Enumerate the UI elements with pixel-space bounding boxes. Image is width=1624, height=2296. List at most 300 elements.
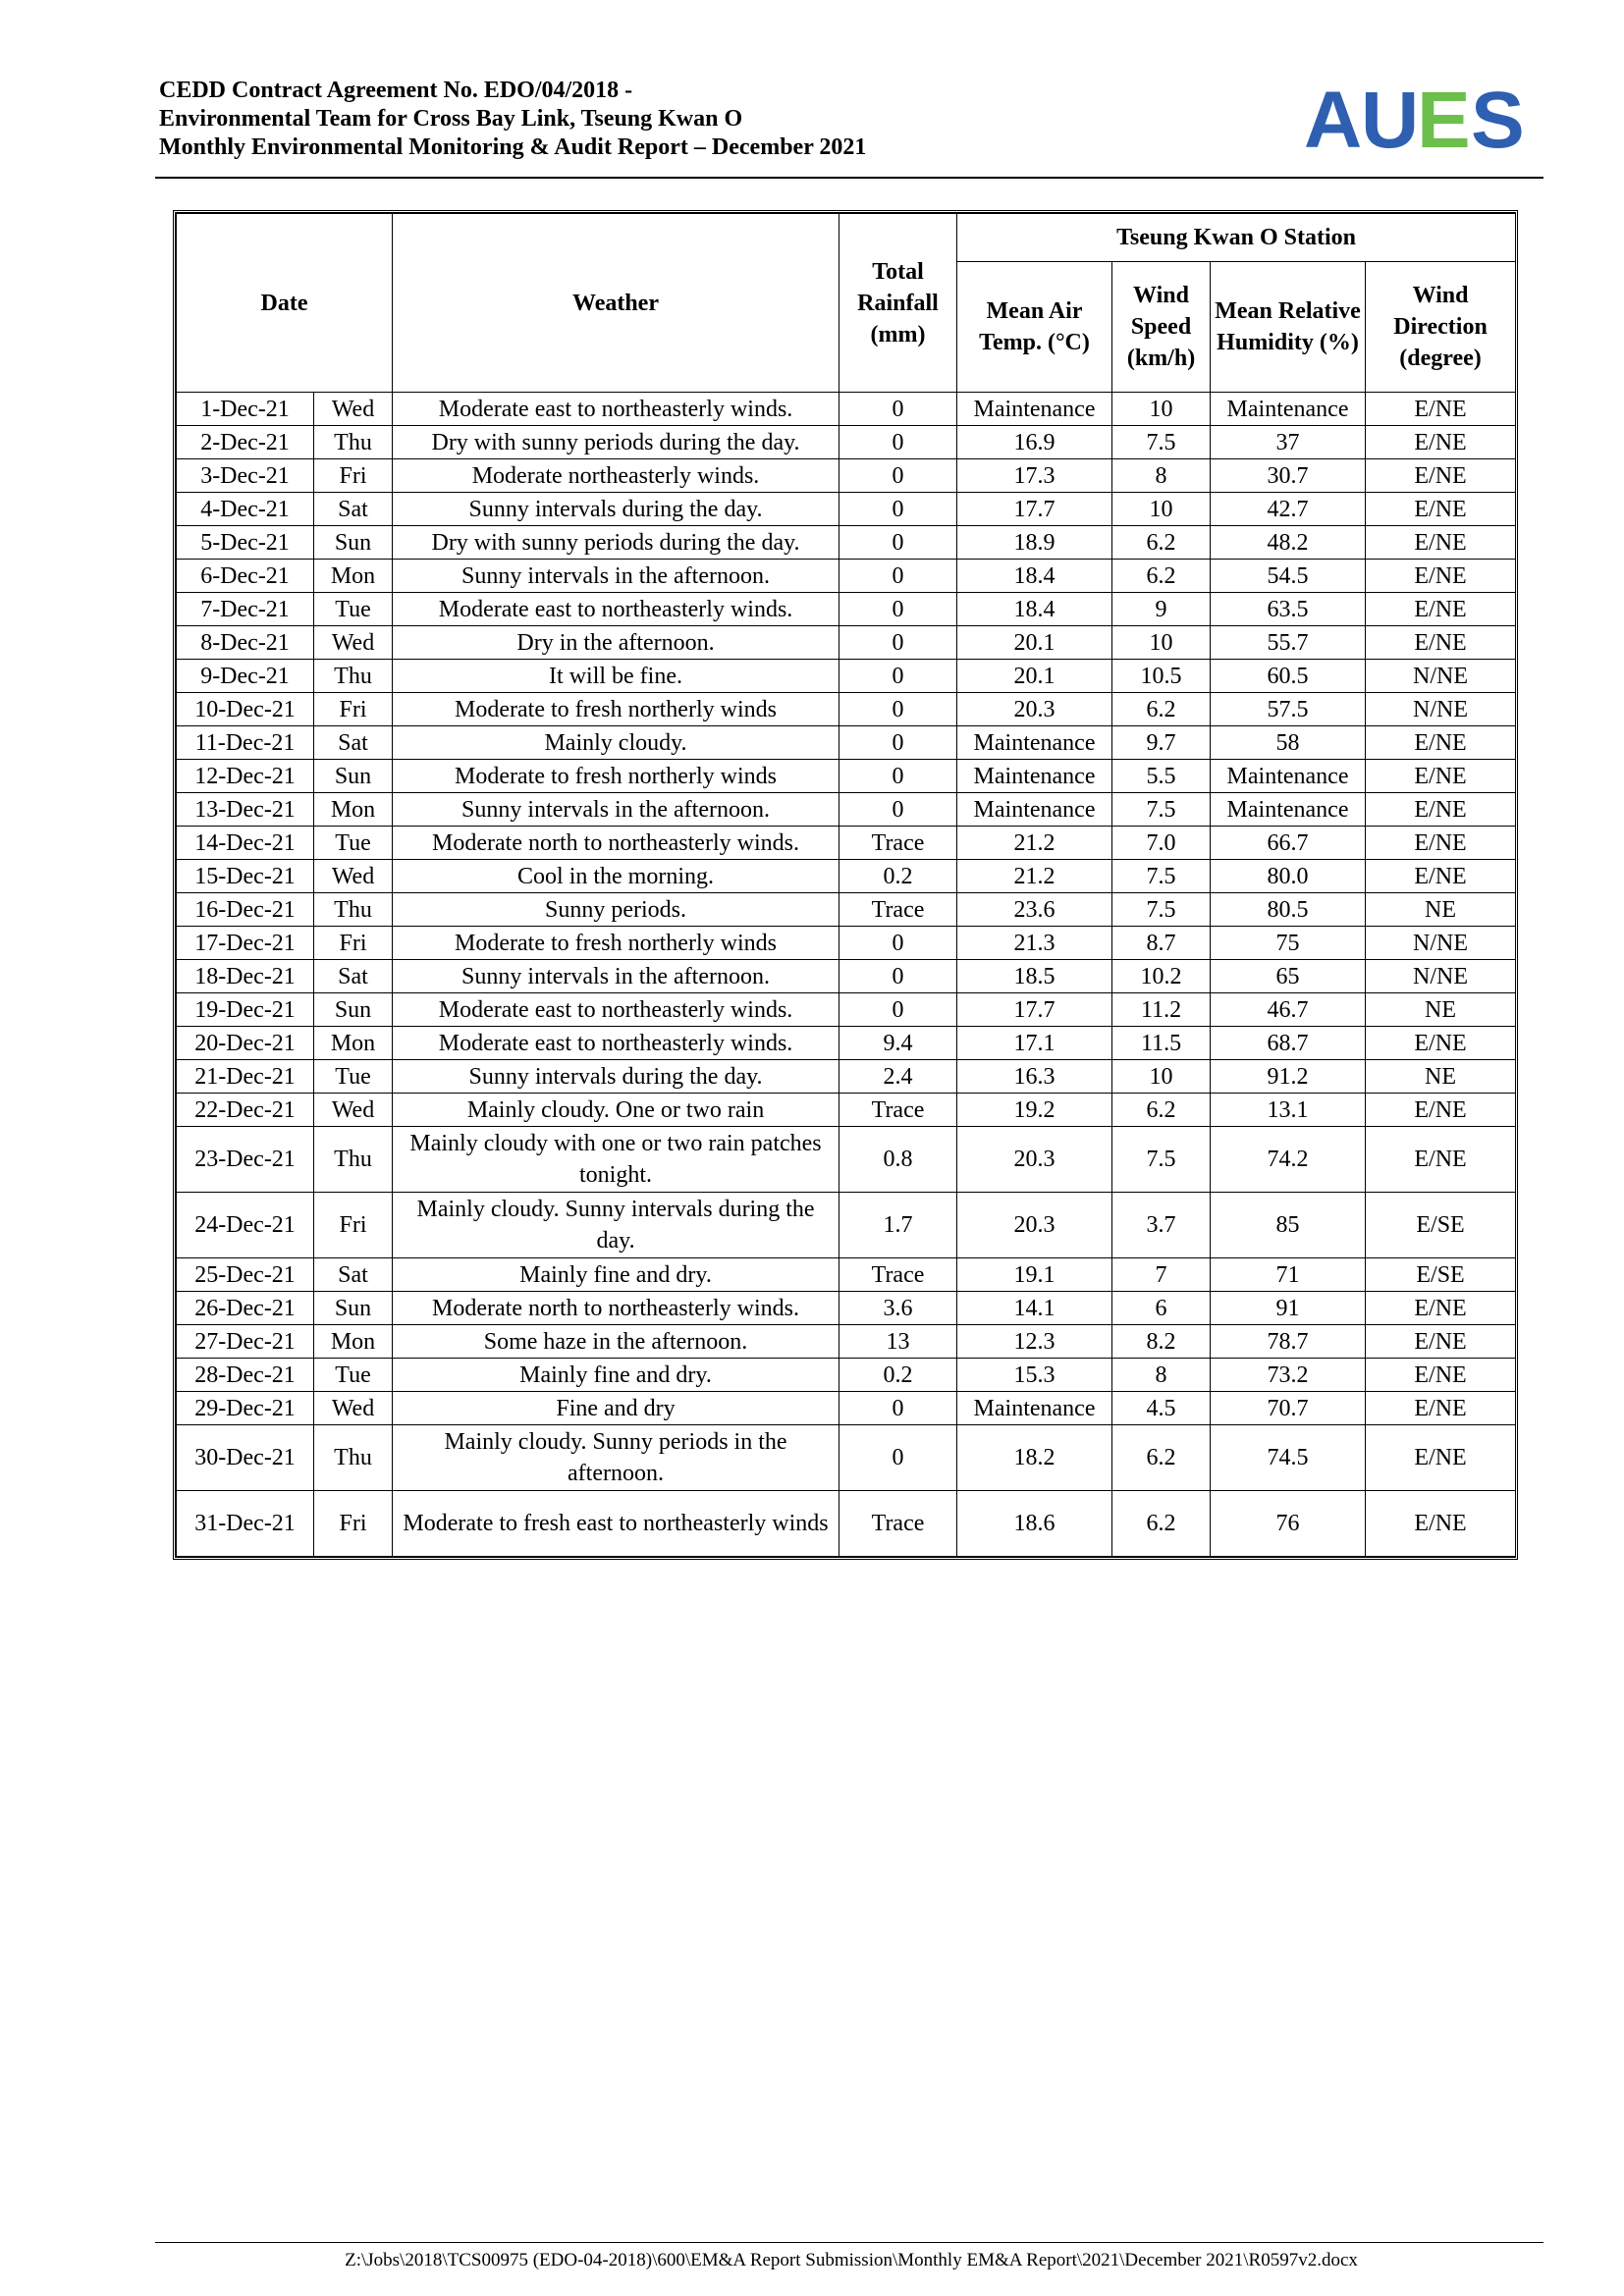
- cell-temp: 21.2: [957, 860, 1112, 893]
- cell-day: Sat: [314, 493, 393, 526]
- table-row: [177, 1425, 1516, 1491]
- cell-temp: 17.1: [957, 1027, 1112, 1060]
- cell-wind-direction: E/NE: [1366, 726, 1516, 760]
- cell-temp: 19.1: [957, 1258, 1112, 1292]
- cell-date: 7-Dec-21: [177, 593, 314, 626]
- cell-temp: 20.1: [957, 660, 1112, 693]
- cell-date: 4-Dec-21: [177, 493, 314, 526]
- cell-day: Sun: [314, 1292, 393, 1325]
- cell-humidity: 54.5: [1211, 560, 1366, 593]
- cell-humidity: 60.5: [1211, 660, 1366, 693]
- cell-wind-direction: E/NE: [1366, 1359, 1516, 1392]
- cell-day: Fri: [314, 459, 393, 493]
- header-weather: Weather: [393, 214, 839, 393]
- cell-weather: Moderate east to northeasterly winds.: [393, 593, 839, 626]
- cell-temp: 12.3: [957, 1325, 1112, 1359]
- cell-humidity: 80.5: [1211, 893, 1366, 927]
- cell-date: 15-Dec-21: [177, 860, 314, 893]
- table-row: [177, 1292, 1516, 1325]
- cell-rainfall: 0.2: [839, 1359, 957, 1392]
- cell-wind-speed: 7.5: [1112, 426, 1211, 459]
- cell-wind-direction: E/NE: [1366, 393, 1516, 426]
- logo-letter-e: E: [1417, 79, 1471, 165]
- header-temp: Mean Air Temp. (°C): [957, 262, 1112, 393]
- cell-wind-speed: 10: [1112, 393, 1211, 426]
- table-row: [177, 993, 1516, 1027]
- cell-wind-direction: E/NE: [1366, 1127, 1516, 1193]
- header-line-contract: CEDD Contract Agreement No. EDO/04/2018 -: [159, 78, 633, 103]
- cell-rainfall: Trace: [839, 893, 957, 927]
- cell-weather: Mainly cloudy. Sunny intervals during the day.: [393, 1193, 839, 1258]
- cell-weather: Some haze in the afternoon.: [393, 1325, 839, 1359]
- cell-rainfall: 0: [839, 693, 957, 726]
- table-row: [177, 1094, 1516, 1127]
- cell-humidity: 80.0: [1211, 860, 1366, 893]
- table-row: [177, 793, 1516, 827]
- cell-rainfall: Trace: [839, 827, 957, 860]
- cell-humidity: 66.7: [1211, 827, 1366, 860]
- cell-wind-speed: 11.5: [1112, 1027, 1211, 1060]
- cell-rainfall: 0: [839, 593, 957, 626]
- cell-date: 21-Dec-21: [177, 1060, 314, 1094]
- cell-date: 26-Dec-21: [177, 1292, 314, 1325]
- cell-rainfall: 0: [839, 459, 957, 493]
- cell-wind-direction: E/NE: [1366, 760, 1516, 793]
- cell-day: Sat: [314, 1258, 393, 1292]
- cell-weather: Moderate north to northeasterly winds.: [393, 1292, 839, 1325]
- cell-rainfall: 0: [839, 526, 957, 560]
- cell-humidity: Maintenance: [1211, 793, 1366, 827]
- table-row: [177, 526, 1516, 560]
- cell-wind-direction: NE: [1366, 993, 1516, 1027]
- header-rainfall: Total Rainfall (mm): [839, 214, 957, 393]
- cell-day: Wed: [314, 1094, 393, 1127]
- cell-day: Thu: [314, 426, 393, 459]
- cell-date: 3-Dec-21: [177, 459, 314, 493]
- cell-humidity: 76: [1211, 1491, 1366, 1557]
- cell-temp: 18.5: [957, 960, 1112, 993]
- cell-temp: Maintenance: [957, 793, 1112, 827]
- cell-weather: Dry in the afternoon.: [393, 626, 839, 660]
- cell-temp: 15.3: [957, 1359, 1112, 1392]
- cell-day: Sat: [314, 726, 393, 760]
- cell-date: 8-Dec-21: [177, 626, 314, 660]
- cell-wind-speed: 10: [1112, 493, 1211, 526]
- cell-date: 18-Dec-21: [177, 960, 314, 993]
- cell-date: 2-Dec-21: [177, 426, 314, 459]
- table-row: [177, 860, 1516, 893]
- table-row: [177, 1193, 1516, 1258]
- cell-date: 20-Dec-21: [177, 1027, 314, 1060]
- cell-weather: Dry with sunny periods during the day.: [393, 426, 839, 459]
- cell-rainfall: 0.8: [839, 1127, 957, 1193]
- logo-letter-u: U: [1361, 79, 1420, 165]
- cell-temp: 21.2: [957, 827, 1112, 860]
- cell-wind-speed: 6.2: [1112, 1094, 1211, 1127]
- cell-day: Wed: [314, 860, 393, 893]
- cell-wind-speed: 9: [1112, 593, 1211, 626]
- cell-temp: 16.9: [957, 426, 1112, 459]
- cell-date: 13-Dec-21: [177, 793, 314, 827]
- cell-weather: Moderate to fresh northerly winds: [393, 693, 839, 726]
- cell-temp: 18.6: [957, 1491, 1112, 1557]
- cell-day: Fri: [314, 1491, 393, 1557]
- cell-wind-direction: E/NE: [1366, 1094, 1516, 1127]
- cell-weather: Sunny periods.: [393, 893, 839, 927]
- cell-rainfall: 0: [839, 793, 957, 827]
- cell-temp: 20.3: [957, 1127, 1112, 1193]
- cell-rainfall: 0: [839, 993, 957, 1027]
- cell-rainfall: Trace: [839, 1258, 957, 1292]
- table-row: [177, 927, 1516, 960]
- cell-weather: Sunny intervals during the day.: [393, 1060, 839, 1094]
- cell-humidity: 73.2: [1211, 1359, 1366, 1392]
- cell-wind-direction: E/NE: [1366, 1325, 1516, 1359]
- table-row: [177, 1027, 1516, 1060]
- cell-date: 24-Dec-21: [177, 1193, 314, 1258]
- cell-date: 5-Dec-21: [177, 526, 314, 560]
- logo-letter-a: A: [1304, 79, 1363, 165]
- cell-rainfall: 0: [839, 493, 957, 526]
- cell-rainfall: 0: [839, 927, 957, 960]
- cell-wind-direction: E/NE: [1366, 526, 1516, 560]
- cell-weather: Moderate to fresh northerly winds: [393, 927, 839, 960]
- header-wind-speed: Wind Speed (km/h): [1112, 262, 1211, 393]
- cell-humidity: 68.7: [1211, 1027, 1366, 1060]
- cell-wind-speed: 6.2: [1112, 560, 1211, 593]
- cell-rainfall: 0: [839, 426, 957, 459]
- cell-temp: 17.7: [957, 493, 1112, 526]
- cell-temp: 18.9: [957, 526, 1112, 560]
- cell-wind-speed: 6.2: [1112, 1491, 1211, 1557]
- cell-wind-speed: 6.2: [1112, 526, 1211, 560]
- cell-weather: Mainly cloudy.: [393, 726, 839, 760]
- table-row: [177, 1127, 1516, 1193]
- cell-temp: Maintenance: [957, 1392, 1112, 1425]
- cell-wind-direction: E/NE: [1366, 1491, 1516, 1557]
- cell-humidity: 78.7: [1211, 1325, 1366, 1359]
- cell-wind-direction: NE: [1366, 1060, 1516, 1094]
- cell-day: Wed: [314, 393, 393, 426]
- cell-wind-speed: 3.7: [1112, 1193, 1211, 1258]
- cell-day: Sun: [314, 526, 393, 560]
- cell-weather: Sunny intervals in the afternoon.: [393, 560, 839, 593]
- cell-date: 1-Dec-21: [177, 393, 314, 426]
- cell-temp: 18.4: [957, 560, 1112, 593]
- cell-day: Fri: [314, 693, 393, 726]
- cell-rainfall: 0: [839, 660, 957, 693]
- table-row: [177, 393, 1516, 426]
- cell-wind-speed: 6.2: [1112, 693, 1211, 726]
- cell-wind-direction: N/NE: [1366, 693, 1516, 726]
- cell-day: Thu: [314, 1425, 393, 1491]
- aues-logo: [1304, 79, 1540, 167]
- cell-weather: Cool in the morning.: [393, 860, 839, 893]
- cell-humidity: Maintenance: [1211, 760, 1366, 793]
- table-row: [177, 593, 1516, 626]
- cell-weather: Mainly fine and dry.: [393, 1258, 839, 1292]
- cell-humidity: 65: [1211, 960, 1366, 993]
- cell-day: Sun: [314, 993, 393, 1027]
- cell-date: 16-Dec-21: [177, 893, 314, 927]
- table-row: [177, 560, 1516, 593]
- cell-humidity: 85: [1211, 1193, 1366, 1258]
- cell-date: 12-Dec-21: [177, 760, 314, 793]
- cell-wind-direction: E/NE: [1366, 493, 1516, 526]
- footer-file-path: Z:\Jobs\2018\TCS00975 (EDO-04-2018)\600\EM&A Report Submission\Monthly EM&A Report\2021\December 2021\R0597v2.docx: [345, 2250, 1358, 2270]
- cell-date: 9-Dec-21: [177, 660, 314, 693]
- cell-wind-direction: E/NE: [1366, 793, 1516, 827]
- cell-wind-speed: 8.7: [1112, 927, 1211, 960]
- cell-day: Thu: [314, 893, 393, 927]
- cell-weather: Moderate east to northeasterly winds.: [393, 993, 839, 1027]
- cell-temp: 17.3: [957, 459, 1112, 493]
- cell-wind-speed: 7.0: [1112, 827, 1211, 860]
- cell-rainfall: 0: [839, 1392, 957, 1425]
- header-wind-direction: Wind Direction (degree): [1366, 262, 1516, 393]
- cell-wind-speed: 6.2: [1112, 1425, 1211, 1491]
- cell-rainfall: 0: [839, 560, 957, 593]
- cell-rainfall: 1.7: [839, 1193, 957, 1258]
- cell-wind-direction: E/NE: [1366, 593, 1516, 626]
- cell-humidity: 58: [1211, 726, 1366, 760]
- cell-wind-direction: E/NE: [1366, 1425, 1516, 1491]
- cell-temp: 23.6: [957, 893, 1112, 927]
- cell-wind-direction: E/NE: [1366, 426, 1516, 459]
- table-row: [177, 1258, 1516, 1292]
- cell-date: 17-Dec-21: [177, 927, 314, 960]
- cell-rainfall: 0: [839, 393, 957, 426]
- cell-temp: 20.3: [957, 693, 1112, 726]
- cell-rainfall: 13: [839, 1325, 957, 1359]
- cell-date: 31-Dec-21: [177, 1491, 314, 1557]
- cell-humidity: 91: [1211, 1292, 1366, 1325]
- cell-rainfall: 3.6: [839, 1292, 957, 1325]
- cell-temp: 18.4: [957, 593, 1112, 626]
- cell-temp: Maintenance: [957, 393, 1112, 426]
- cell-weather: It will be fine.: [393, 660, 839, 693]
- cell-day: Fri: [314, 927, 393, 960]
- cell-temp: 17.7: [957, 993, 1112, 1027]
- cell-weather: Mainly cloudy. Sunny periods in the afternoon.: [393, 1425, 839, 1491]
- cell-wind-direction: N/NE: [1366, 660, 1516, 693]
- cell-wind-direction: E/NE: [1366, 1292, 1516, 1325]
- cell-humidity: 75: [1211, 927, 1366, 960]
- weather-table-body: [177, 393, 1516, 1557]
- table-row: [177, 493, 1516, 526]
- table-row: [177, 660, 1516, 693]
- cell-day: Tue: [314, 1359, 393, 1392]
- cell-humidity: 37: [1211, 426, 1366, 459]
- cell-wind-speed: 5.5: [1112, 760, 1211, 793]
- header-line-project: Environmental Team for Cross Bay Link, Tseung Kwan O: [159, 106, 743, 132]
- cell-wind-direction: NE: [1366, 893, 1516, 927]
- cell-humidity: 74.5: [1211, 1425, 1366, 1491]
- cell-weather: Mainly fine and dry.: [393, 1359, 839, 1392]
- cell-humidity: 48.2: [1211, 526, 1366, 560]
- table-row: [177, 1491, 1516, 1557]
- cell-date: 23-Dec-21: [177, 1127, 314, 1193]
- cell-wind-direction: E/NE: [1366, 560, 1516, 593]
- cell-temp: 18.2: [957, 1425, 1112, 1491]
- cell-humidity: 71: [1211, 1258, 1366, 1292]
- cell-wind-direction: E/NE: [1366, 1392, 1516, 1425]
- cell-humidity: 74.2: [1211, 1127, 1366, 1193]
- cell-day: Tue: [314, 593, 393, 626]
- cell-temp: 20.3: [957, 1193, 1112, 1258]
- cell-wind-speed: 9.7: [1112, 726, 1211, 760]
- cell-rainfall: 0: [839, 960, 957, 993]
- table-row: [177, 626, 1516, 660]
- cell-weather: Sunny intervals in the afternoon.: [393, 793, 839, 827]
- table-row: [177, 827, 1516, 860]
- cell-date: 6-Dec-21: [177, 560, 314, 593]
- cell-day: Thu: [314, 1127, 393, 1193]
- cell-temp: 16.3: [957, 1060, 1112, 1094]
- cell-wind-direction: E/NE: [1366, 1027, 1516, 1060]
- cell-wind-speed: 8.2: [1112, 1325, 1211, 1359]
- cell-humidity: 70.7: [1211, 1392, 1366, 1425]
- cell-temp: 19.2: [957, 1094, 1112, 1127]
- cell-humidity: 63.5: [1211, 593, 1366, 626]
- cell-date: 29-Dec-21: [177, 1392, 314, 1425]
- cell-wind-speed: 8: [1112, 459, 1211, 493]
- cell-temp: 21.3: [957, 927, 1112, 960]
- cell-day: Sat: [314, 960, 393, 993]
- logo-letter-s: S: [1471, 79, 1525, 165]
- cell-temp: 14.1: [957, 1292, 1112, 1325]
- cell-wind-speed: 11.2: [1112, 993, 1211, 1027]
- cell-rainfall: 9.4: [839, 1027, 957, 1060]
- cell-weather: Dry with sunny periods during the day.: [393, 526, 839, 560]
- table-row: [177, 1392, 1516, 1425]
- cell-date: 10-Dec-21: [177, 693, 314, 726]
- cell-rainfall: 0: [839, 726, 957, 760]
- cell-weather: Moderate east to northeasterly winds.: [393, 1027, 839, 1060]
- cell-rainfall: 0: [839, 626, 957, 660]
- cell-humidity: 55.7: [1211, 626, 1366, 660]
- cell-day: Mon: [314, 1027, 393, 1060]
- cell-wind-speed: 8: [1112, 1359, 1211, 1392]
- cell-wind-speed: 10.2: [1112, 960, 1211, 993]
- cell-humidity: 42.7: [1211, 493, 1366, 526]
- cell-humidity: 46.7: [1211, 993, 1366, 1027]
- cell-wind-speed: 10.5: [1112, 660, 1211, 693]
- table-row: [177, 960, 1516, 993]
- header-divider: [155, 177, 1543, 179]
- header-line-report: Monthly Environmental Monitoring & Audit Report – December 2021: [159, 134, 867, 160]
- cell-wind-speed: 7.5: [1112, 893, 1211, 927]
- cell-rainfall: Trace: [839, 1094, 957, 1127]
- cell-date: 11-Dec-21: [177, 726, 314, 760]
- table-row: [177, 893, 1516, 927]
- cell-day: Tue: [314, 827, 393, 860]
- cell-temp: Maintenance: [957, 726, 1112, 760]
- cell-humidity: 13.1: [1211, 1094, 1366, 1127]
- table-row: [177, 1325, 1516, 1359]
- cell-day: Mon: [314, 793, 393, 827]
- cell-date: 25-Dec-21: [177, 1258, 314, 1292]
- cell-weather: Sunny intervals in the afternoon.: [393, 960, 839, 993]
- cell-wind-direction: E/SE: [1366, 1258, 1516, 1292]
- cell-weather: Moderate north to northeasterly winds.: [393, 827, 839, 860]
- table-row: [177, 1060, 1516, 1094]
- header-humidity: Mean Relative Humidity (%): [1211, 262, 1366, 393]
- cell-wind-speed: 7.5: [1112, 793, 1211, 827]
- cell-date: 22-Dec-21: [177, 1094, 314, 1127]
- cell-day: Thu: [314, 660, 393, 693]
- cell-date: 14-Dec-21: [177, 827, 314, 860]
- cell-day: Wed: [314, 1392, 393, 1425]
- cell-weather: Moderate east to northeasterly winds.: [393, 393, 839, 426]
- cell-wind-speed: 4.5: [1112, 1392, 1211, 1425]
- cell-weather: Moderate northeasterly winds.: [393, 459, 839, 493]
- table-row: [177, 459, 1516, 493]
- footer-divider: [155, 2242, 1543, 2243]
- cell-date: 28-Dec-21: [177, 1359, 314, 1392]
- table-row: [177, 426, 1516, 459]
- cell-day: Mon: [314, 1325, 393, 1359]
- cell-wind-direction: E/NE: [1366, 827, 1516, 860]
- cell-rainfall: 2.4: [839, 1060, 957, 1094]
- cell-day: Mon: [314, 560, 393, 593]
- cell-date: 19-Dec-21: [177, 993, 314, 1027]
- cell-day: Fri: [314, 1193, 393, 1258]
- cell-humidity: 91.2: [1211, 1060, 1366, 1094]
- cell-temp: Maintenance: [957, 760, 1112, 793]
- cell-wind-speed: 10: [1112, 626, 1211, 660]
- cell-weather: Fine and dry: [393, 1392, 839, 1425]
- cell-wind-speed: 7.5: [1112, 1127, 1211, 1193]
- cell-wind-direction: N/NE: [1366, 960, 1516, 993]
- cell-humidity: Maintenance: [1211, 393, 1366, 426]
- cell-rainfall: Trace: [839, 1491, 957, 1557]
- cell-date: 27-Dec-21: [177, 1325, 314, 1359]
- cell-wind-direction: E/NE: [1366, 626, 1516, 660]
- cell-day: Tue: [314, 1060, 393, 1094]
- cell-weather: Mainly cloudy with one or two rain patches tonight.: [393, 1127, 839, 1193]
- header-date: Date: [177, 214, 393, 393]
- cell-wind-direction: N/NE: [1366, 927, 1516, 960]
- cell-humidity: 30.7: [1211, 459, 1366, 493]
- table-row: [177, 693, 1516, 726]
- cell-wind-direction: E/SE: [1366, 1193, 1516, 1258]
- cell-rainfall: 0.2: [839, 860, 957, 893]
- cell-weather: Moderate to fresh east to northeasterly winds: [393, 1491, 839, 1557]
- cell-wind-speed: 6: [1112, 1292, 1211, 1325]
- cell-rainfall: 0: [839, 760, 957, 793]
- cell-day: Wed: [314, 626, 393, 660]
- cell-wind-direction: E/NE: [1366, 459, 1516, 493]
- weather-table: [173, 210, 1518, 1560]
- cell-wind-speed: 7.5: [1112, 860, 1211, 893]
- cell-day: Sun: [314, 760, 393, 793]
- table-row: [177, 726, 1516, 760]
- header-station: Tseung Kwan O Station: [957, 214, 1516, 262]
- cell-weather: Moderate to fresh northerly winds: [393, 760, 839, 793]
- cell-humidity: 57.5: [1211, 693, 1366, 726]
- cell-rainfall: 0: [839, 1425, 957, 1491]
- cell-wind-direction: E/NE: [1366, 860, 1516, 893]
- table-row: [177, 1359, 1516, 1392]
- table-row: [177, 760, 1516, 793]
- cell-weather: Sunny intervals during the day.: [393, 493, 839, 526]
- cell-wind-speed: 7: [1112, 1258, 1211, 1292]
- cell-temp: 20.1: [957, 626, 1112, 660]
- cell-date: 30-Dec-21: [177, 1425, 314, 1491]
- cell-wind-speed: 10: [1112, 1060, 1211, 1094]
- cell-weather: Mainly cloudy. One or two rain: [393, 1094, 839, 1127]
